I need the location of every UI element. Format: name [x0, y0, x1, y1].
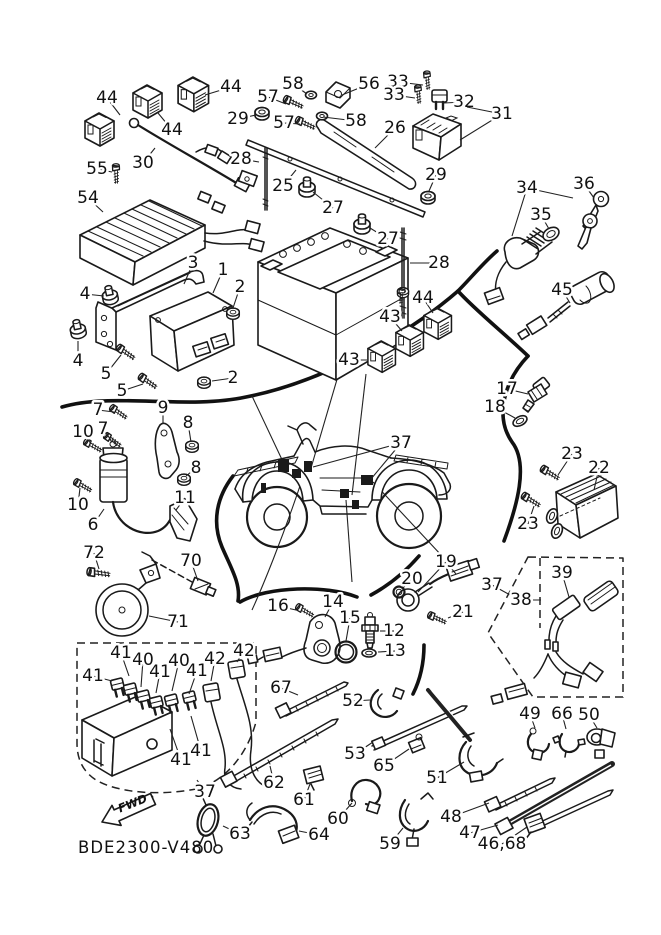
callout-31[interactable]: 31 — [491, 104, 513, 124]
flange-nut — [255, 108, 269, 121]
callout-10[interactable]: 10 — [72, 422, 94, 442]
callout-40[interactable]: 40 — [168, 651, 190, 671]
callout-13[interactable]: 13 — [384, 641, 406, 661]
callout-70[interactable]: 70 — [180, 551, 202, 571]
callout-28[interactable]: 28 — [428, 253, 450, 273]
flange-nut — [421, 192, 435, 205]
callout-49[interactable]: 49 — [519, 704, 541, 724]
callout-2[interactable]: 2 — [234, 277, 246, 297]
clamp-small — [553, 734, 585, 757]
callout-55[interactable]: 55 — [86, 159, 108, 179]
callout-56[interactable]: 56 — [358, 74, 380, 94]
callout-29[interactable]: 29 — [425, 165, 447, 185]
callout-37[interactable]: 37 — [390, 433, 412, 453]
wire-sub-lead — [491, 652, 603, 704]
cdi-unit — [150, 292, 234, 371]
callout-30[interactable]: 30 — [132, 153, 154, 173]
callout-25[interactable]: 25 — [272, 176, 294, 196]
callout-15[interactable]: 15 — [339, 608, 361, 628]
callout-28[interactable]: 28 — [230, 149, 252, 169]
callout-46,68[interactable]: 46,68 — [477, 834, 527, 854]
callout-33[interactable]: 33 — [387, 72, 409, 92]
callout-60[interactable]: 60 — [327, 809, 349, 829]
callout-27[interactable]: 27 — [377, 229, 399, 249]
damper-grommet — [299, 177, 315, 197]
callout-61[interactable]: 61 — [293, 790, 315, 810]
grip-clip — [587, 729, 615, 758]
callout-53[interactable]: 53 — [344, 744, 366, 764]
sensor-washer — [362, 649, 376, 657]
voltage-regulator — [545, 474, 618, 540]
cable-tie-black — [495, 764, 612, 835]
callout-43[interactable]: 43 — [338, 350, 360, 370]
pipe-clamp — [459, 733, 503, 782]
callout-40[interactable]: 40 — [132, 650, 154, 670]
cable-tie-small — [484, 778, 555, 812]
callout-36[interactable]: 36 — [573, 174, 595, 194]
callout-23[interactable]: 23 — [517, 514, 539, 534]
rectifier-unit — [80, 191, 264, 285]
bolt — [423, 71, 431, 90]
callout-19[interactable]: 19 — [435, 552, 457, 572]
atv-illustration — [234, 423, 450, 548]
callout-32[interactable]: 32 — [453, 92, 475, 112]
callout-41[interactable]: 41 — [170, 750, 192, 770]
callout-37[interactable]: 37 — [481, 575, 503, 595]
clip — [409, 734, 425, 753]
callout-2[interactable]: 2 — [227, 368, 239, 388]
callout-41[interactable]: 41 — [186, 661, 208, 681]
callout-54[interactable]: 54 — [77, 188, 99, 208]
damper-grommet — [354, 214, 370, 234]
callout-59[interactable]: 59 — [379, 834, 401, 854]
callout-66[interactable]: 66 — [551, 704, 573, 724]
switch-ring-nut — [541, 225, 562, 244]
relay-unit — [85, 113, 114, 146]
callout-50[interactable]: 50 — [578, 705, 600, 725]
keys — [578, 192, 609, 250]
nut — [198, 377, 211, 388]
callout-8[interactable]: 8 — [182, 413, 194, 433]
callout-4[interactable]: 4 — [79, 284, 91, 304]
callout-6[interactable]: 6 — [87, 515, 99, 535]
callout-64[interactable]: 64 — [308, 825, 330, 845]
callout-48[interactable]: 48 — [440, 807, 462, 827]
callout-4[interactable]: 4 — [72, 351, 84, 371]
relay-unit — [368, 341, 396, 372]
callout-58[interactable]: 58 — [345, 111, 367, 131]
callout-57[interactable]: 57 — [273, 113, 295, 133]
clamp — [371, 688, 404, 717]
callout-63[interactable]: 63 — [229, 824, 251, 844]
drawing-number: BDE2300-V480 — [78, 838, 215, 857]
callout-10[interactable]: 10 — [67, 495, 89, 515]
fwd-label: FWD — [115, 791, 150, 816]
relay-unit — [424, 308, 452, 339]
thermo-sensor — [523, 377, 550, 412]
callout-58[interactable]: 58 — [282, 74, 304, 94]
callout-5[interactable]: 5 — [116, 381, 128, 401]
fwd-arrow — [102, 791, 156, 825]
callout-52[interactable]: 52 — [342, 691, 364, 711]
callout-62[interactable]: 62 — [263, 773, 285, 793]
callout-51[interactable]: 51 — [426, 768, 448, 788]
callout-7[interactable]: 7 — [97, 419, 109, 439]
grommet — [68, 318, 87, 340]
callout-34[interactable]: 34 — [516, 178, 538, 198]
mount-bracket — [326, 82, 350, 108]
screw — [295, 603, 315, 619]
callout-3[interactable]: 3 — [187, 253, 199, 273]
callout-41[interactable]: 41 — [110, 643, 132, 663]
nut — [227, 308, 240, 319]
screw — [520, 492, 541, 509]
wire-clip — [304, 766, 324, 790]
callout-65[interactable]: 65 — [373, 756, 395, 776]
callout-1[interactable]: 1 — [217, 260, 229, 280]
horn — [96, 552, 160, 636]
relay-unit — [133, 85, 162, 118]
callout-23[interactable]: 23 — [561, 444, 583, 464]
callout-27[interactable]: 27 — [322, 198, 344, 218]
diode-assembly — [545, 580, 620, 651]
callout-44[interactable]: 44 — [412, 288, 434, 308]
callout-18[interactable]: 18 — [484, 397, 506, 417]
callout-39[interactable]: 39 — [551, 563, 573, 583]
callout-8[interactable]: 8 — [190, 458, 202, 478]
grommet — [100, 284, 119, 306]
o-ring — [336, 642, 357, 663]
callout-37[interactable]: 37 — [194, 782, 216, 802]
washer — [306, 91, 328, 120]
callout-47[interactable]: 47 — [459, 823, 481, 843]
callout-29[interactable]: 29 — [227, 109, 249, 129]
callout-16[interactable]: 16 — [267, 596, 289, 616]
callout-45[interactable]: 45 — [551, 280, 573, 300]
callout-57[interactable]: 57 — [257, 87, 279, 107]
callout-41[interactable]: 41 — [82, 666, 104, 686]
screw — [73, 478, 93, 494]
callout-12[interactable]: 12 — [383, 621, 405, 641]
relay-unit — [396, 325, 424, 356]
callout-5[interactable]: 5 — [100, 364, 112, 384]
relay-unit — [178, 77, 208, 112]
callout-44[interactable]: 44 — [220, 77, 242, 97]
callout-71[interactable]: 71 — [167, 612, 189, 632]
callout-21[interactable]: 21 — [452, 602, 474, 622]
callout-41[interactable]: 41 — [149, 662, 171, 682]
bolt — [427, 611, 448, 625]
callout-44[interactable]: 44 — [161, 120, 183, 140]
nut — [178, 474, 191, 485]
s-clamp — [400, 793, 433, 846]
sensor-gasket — [511, 414, 528, 429]
pickup-plate — [247, 615, 339, 664]
callout-9[interactable]: 9 — [157, 398, 169, 418]
callout-44[interactable]: 44 — [96, 88, 118, 108]
hook-clamp — [349, 780, 381, 814]
main-switch — [484, 228, 552, 304]
nut — [186, 441, 199, 452]
screw — [137, 372, 158, 390]
main-fuse — [432, 90, 447, 109]
bolt — [282, 95, 304, 110]
callout-35[interactable]: 35 — [530, 205, 552, 225]
callout-43[interactable]: 43 — [379, 307, 401, 327]
clamp-small — [528, 728, 549, 760]
callout-22[interactable]: 22 — [588, 458, 610, 478]
callout-11[interactable]: 11 — [174, 488, 196, 508]
callout-42[interactable]: 42 — [204, 649, 226, 669]
callout-38[interactable]: 38 — [510, 590, 532, 610]
callout-14[interactable]: 14 — [322, 592, 344, 612]
coil-bracket — [155, 423, 179, 478]
fuse — [182, 691, 198, 710]
callout-26[interactable]: 26 — [384, 118, 406, 138]
screw — [539, 465, 560, 482]
band-clamp — [245, 803, 299, 843]
cable-tie-clip — [524, 790, 613, 840]
callout-72[interactable]: 72 — [83, 543, 105, 563]
callout-67[interactable]: 67 — [270, 678, 292, 698]
bolt — [414, 85, 422, 104]
screw — [112, 164, 119, 184]
callout-33[interactable]: 33 — [383, 85, 405, 105]
callout-42[interactable]: 42 — [233, 641, 255, 661]
starter-relay — [413, 114, 461, 160]
callout-7[interactable]: 7 — [92, 400, 104, 420]
callout-17[interactable]: 17 — [496, 379, 518, 399]
callout-20[interactable]: 20 — [401, 569, 423, 589]
thermo-unit — [362, 613, 378, 649]
callout-41[interactable]: 41 — [190, 741, 212, 761]
